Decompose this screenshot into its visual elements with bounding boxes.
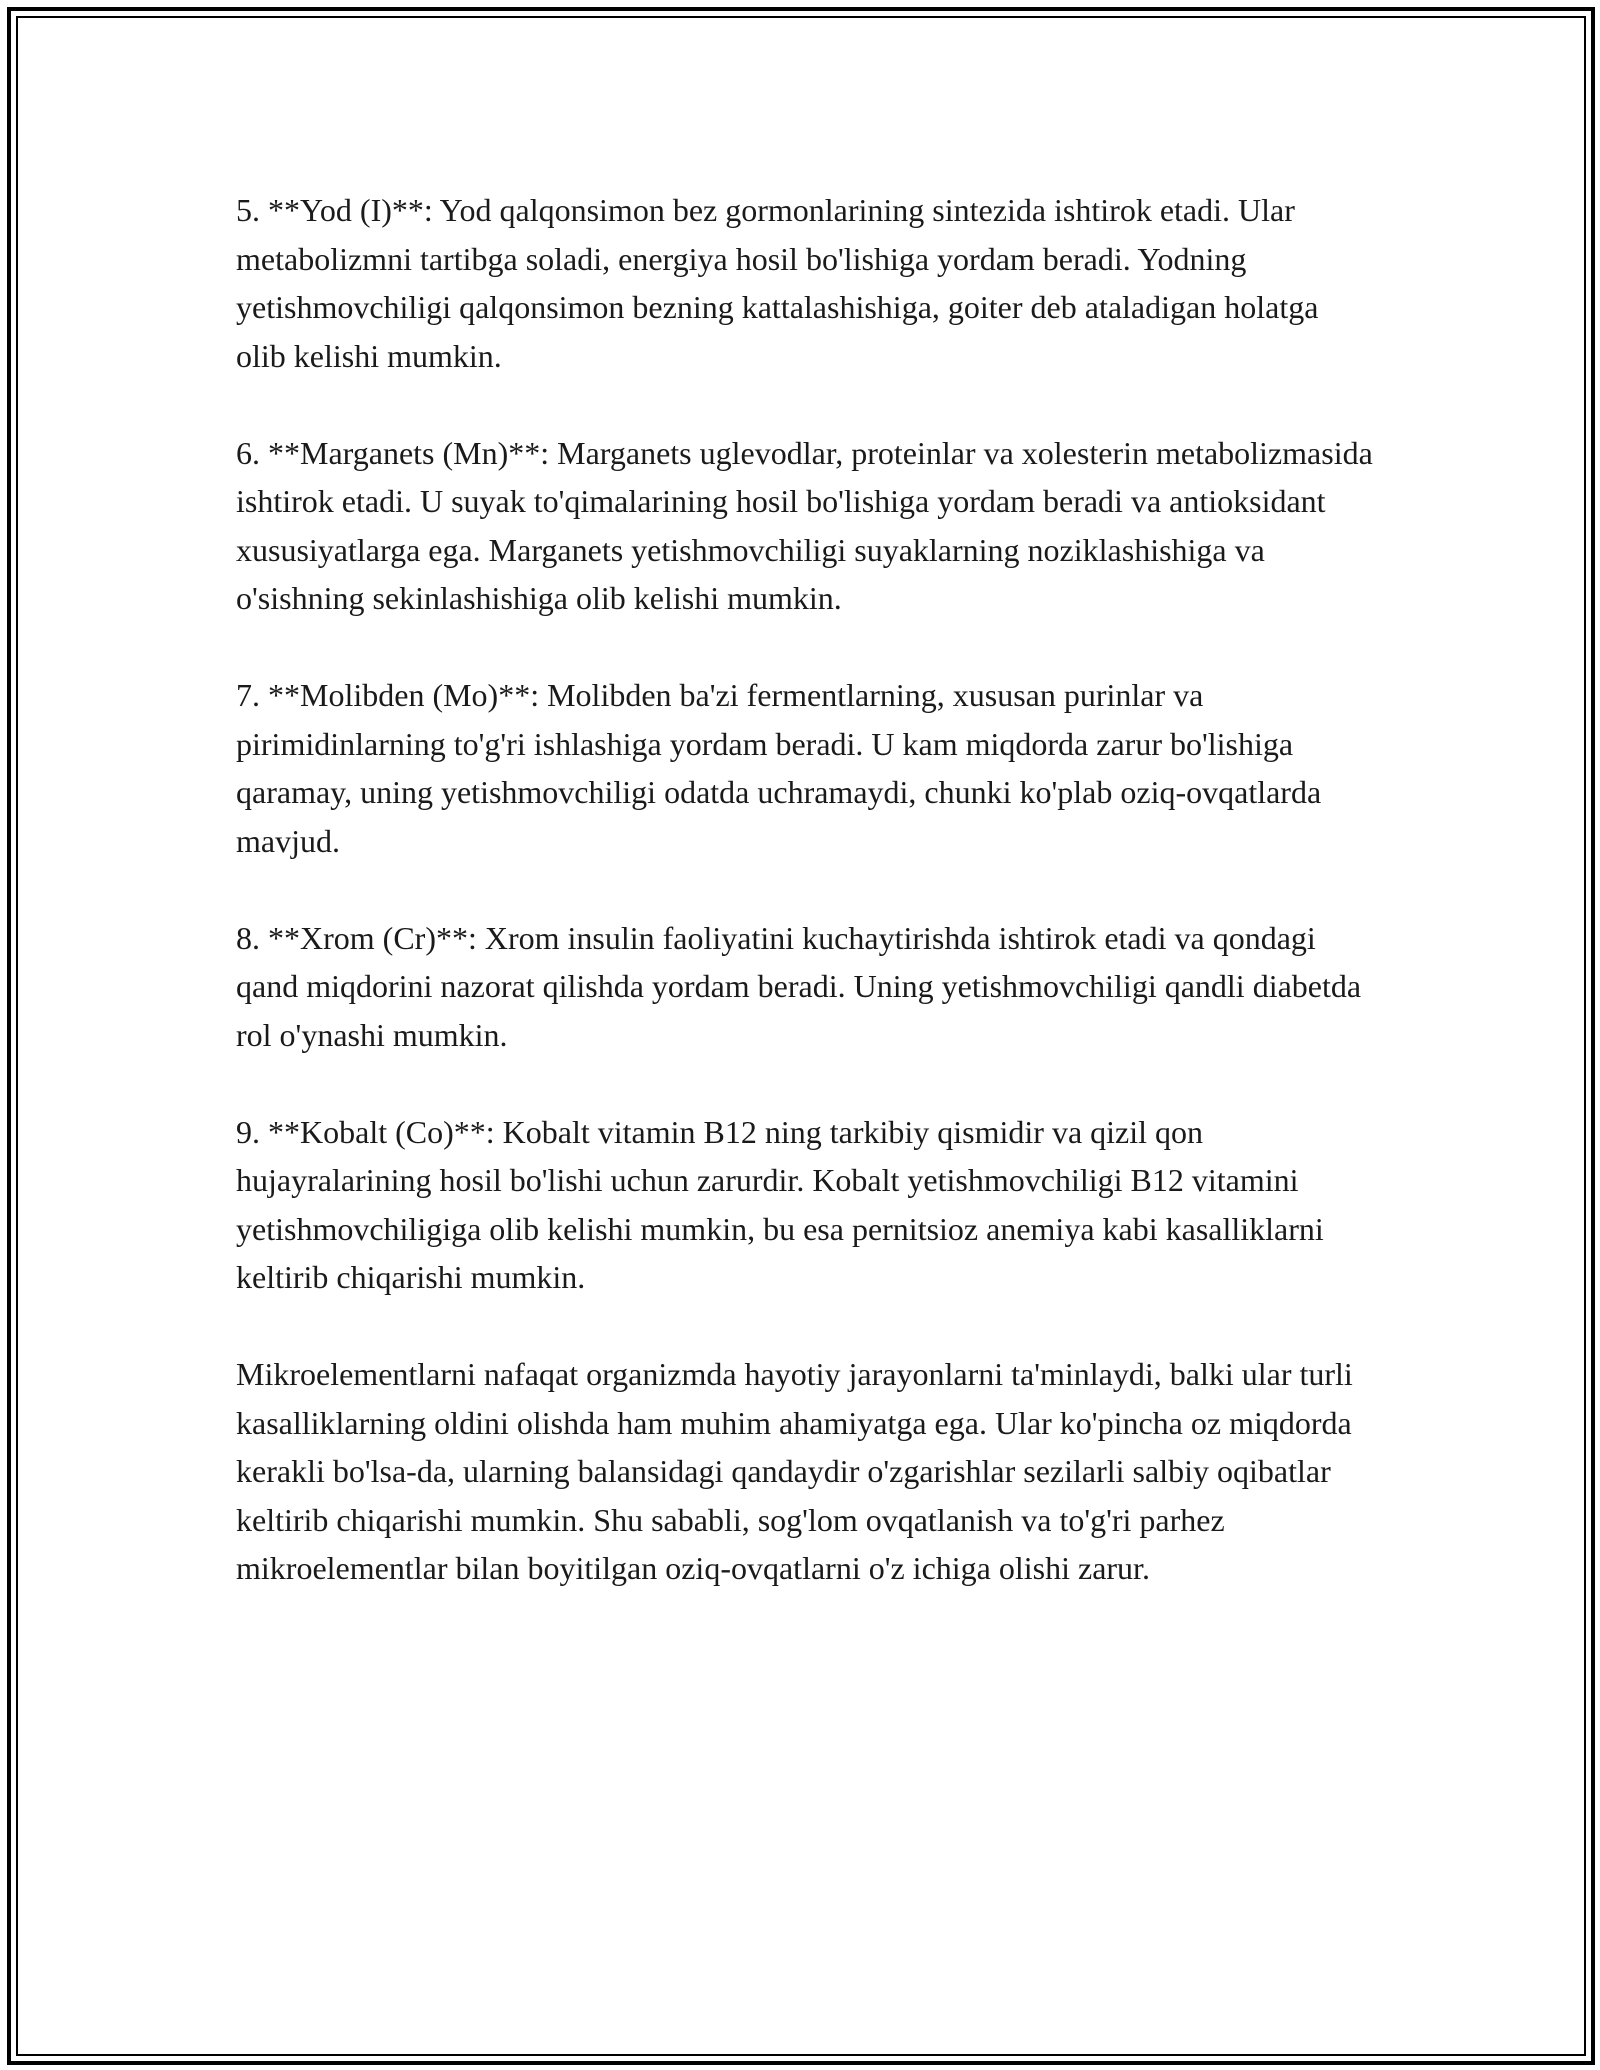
paragraph-cobalt: 9. **Kobalt (Co)**: Kobalt vitamin B12 ning tarkibiy qismidir va qizil qon hujayralarining hosil bo'lishi uchun zarurdir. Kobalt yetishmovchiligi B12 vitamini yetishmovchiligiga olib kelishi mumkin, bu esa pernitsioz anemiya kabi kasalliklarni keltirib chiqarishi mumkin. — [236, 1113, 1324, 1295]
paragraph-conclusion: Mikroelementlarni nafaqat organizmda hayotiy jarayonlarni ta'minlaydi, balki ular turli kasalliklarning oldini olishda ham muhim ahamiyatga ega. Ular ko'pincha oz miqdorda kerakli bo'lsa-da, ularning balansidagi qandaydir o'zgarishlar sezilarli salbiy oqibatlar keltirib chiqarishi mumkin. Shu sababli, sog'lom ovqatlanish va to'g'ri parhez mikroelementlar bilan boyitilgan oziq-ovqatlarni o'z ichiga olishi zarur. — [236, 1356, 1353, 1586]
paragraph-manganese: 6. **Marganets (Mn)**: Marganets uglevodlar, proteinlar va xolesterin metabolizmasida ishtirok etadi. U suyak to'qimalarining hosil bo'lishiga yordam beradi va antioksidant xususiyatlarga ega. Marganets yetishmovchiligi suyaklarning noziklashishiga va o'sishning sekinlashishiga olib kelishi mumkin. — [236, 434, 1373, 616]
paragraph-molybdenum: 7. **Molibden (Mo)**: Molibden ba'zi fermentlarning, xususan purinlar va pirimidinlarning to'g'ri ishlashiga yordam beradi. U kam miqdorda zarur bo'lishiga qaramay, uning yetishmovchiligi odatda uchramaydi, chunki ko'plab oziq-ovqatlarda mavjud. — [236, 677, 1322, 859]
document-body — [236, 186, 1376, 1641]
paragraph-iodine: 5. **Yod (I)**: Yod qalqonsimon bez gormonlarining sintezida ishtirok etadi. Ular metabolizmni tartibga soladi, energiya hosil bo'lishiga yordam beradi. Yodning yetishmovchiligi qalqonsimon bezning kattalashishiga, goiter deb ataladigan holatga olib kelishi mumkin. — [236, 192, 1319, 374]
paragraph-chromium: 8. **Xrom (Cr)**: Xrom insulin faoliyatini kuchaytirishda ishtirok etadi va qondagi qand miqdorini nazorat qilishda yordam beradi. Uning yetishmovchiligi qandli diabetda rol o'ynashi mumkin. — [236, 919, 1362, 1053]
